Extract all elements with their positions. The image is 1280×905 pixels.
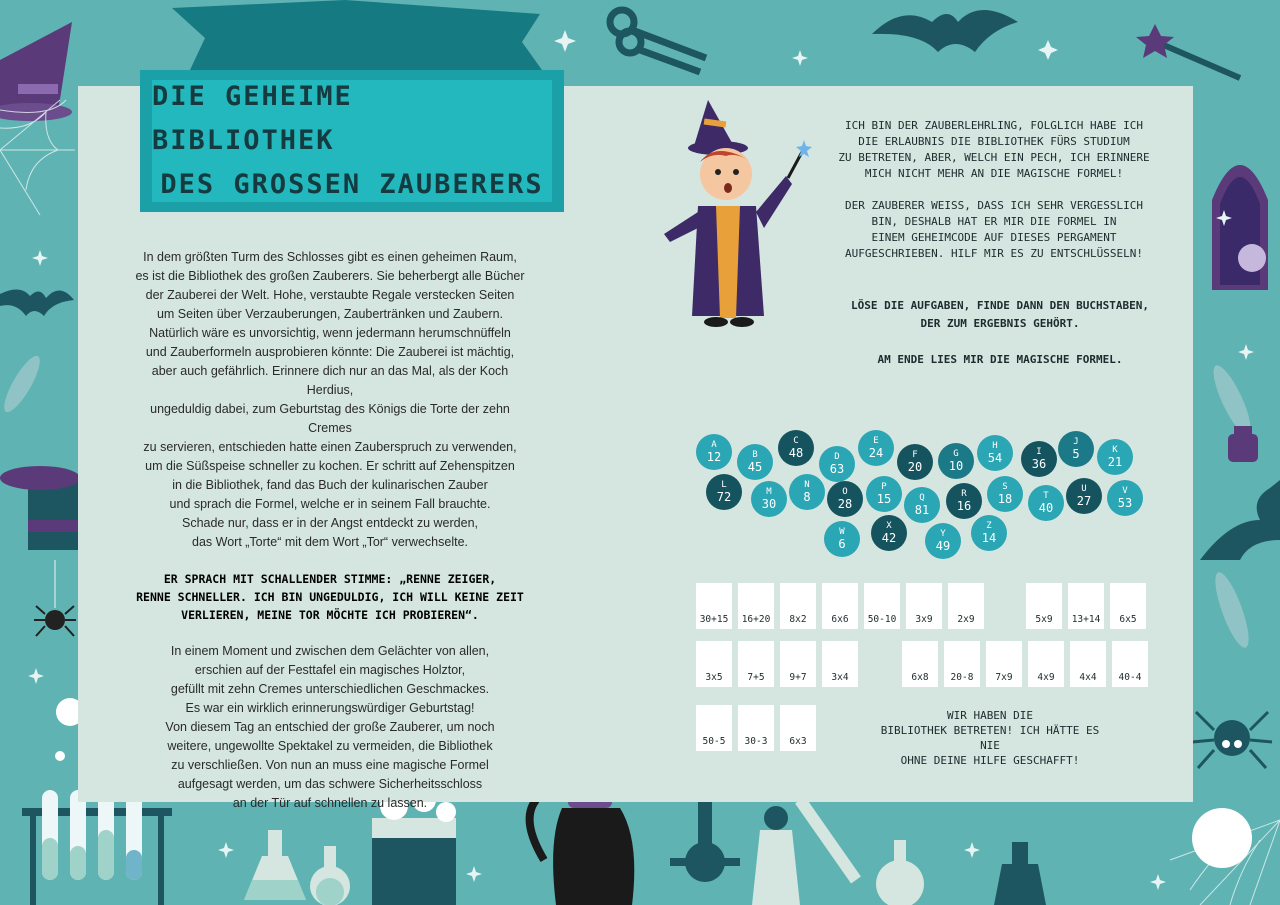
story-text [128,248,532,813]
equation-label: 5x9 [1035,614,1053,625]
final-line: OHNE DEINE HILFE GESCHAFFT! [900,754,1080,767]
bubble-letter: Z [986,521,992,531]
answer-box[interactable] [1112,641,1148,687]
code-bubble-n [789,474,825,510]
ribbon-right-tail [345,0,542,70]
instructions-line: DER ZUM ERGEBNIS GEHÖRT. [920,317,1080,330]
page-title-line-2: DES GROSSEN ZAUBERERS [160,169,544,200]
spider-icon [34,560,76,636]
story-line: in die Bibliothek, fand das Buch der kulinarischen Zauber [172,478,488,492]
story-line: um die Süßspeise schneller zu kochen. Er schritt auf Zehenspitzen [145,459,515,473]
story-line: das Wort „Torte“ mit dem Wort „Tor“ verwechselte. [192,535,468,549]
equation-label: 30-3 [744,736,768,747]
bubble-number: 21 [1107,455,1123,469]
bubble-number: 12 [706,450,722,464]
code-bubble-v [1107,480,1143,516]
code-bubble-g [938,443,974,479]
bubble-letter: V [1122,486,1128,496]
bubble-number: 16 [956,499,972,513]
code-bubble-a [696,434,732,470]
intro-paragraph-1 [822,118,1166,182]
bubble-number: 8 [803,490,811,504]
spell-quote-line: RENNE SCHNELLER. ICH BIN UNGEDULDIG, ICH WILL KEINE ZEIT [136,590,524,604]
bubble-number: 54 [987,451,1003,465]
bubble-letter: I [1036,447,1042,457]
inkwell-icon [1228,426,1258,462]
final-line: BIBLIOTHEK BETRETEN! ICH HÄTTE ES NIE [880,724,1100,752]
code-bubble-s [987,476,1023,512]
intro-line: DER ZAUBERER WEISS, DASS ICH SEHR VERGESSLICH [844,199,1143,212]
bubble-letter: W [839,527,845,537]
story-line: Natürlich wäre es unvorsichtig, wenn jedermann herumschnüffeln [149,326,511,340]
bubble-number: 42 [881,531,897,545]
flask-icon [310,846,350,905]
code-bubble-w [824,521,860,557]
story-line: zu servieren, entschieden hatte einen Zauberspruch zu verwenden, [143,440,517,454]
code-bubble-z [971,515,1007,551]
flask-icon [876,840,924,905]
bubble-letter: N [804,480,810,490]
bubble-number: 10 [948,459,964,473]
code-bubble-i [1021,441,1057,477]
answer-box[interactable] [696,583,732,629]
flask-icon [244,830,306,900]
code-bubble-h [977,435,1013,471]
bubble-number: 18 [997,492,1013,506]
bubble-letter: C [793,436,799,446]
bubble-letter: Y [940,529,946,539]
answer-box[interactable] [780,705,816,751]
answer-box[interactable] [906,583,942,629]
answer-box[interactable] [1110,583,1146,629]
answer-box[interactable] [780,583,816,629]
bubble-letter: S [1002,482,1008,492]
bubble-letter: B [752,450,758,460]
story-line: aufgesagt werden, um das schwere Sicherheitsschloss [177,777,483,791]
bubble-letter: Q [919,493,925,503]
code-bubble-f [897,444,933,480]
title-inner [152,80,552,202]
story-line: weitere, ungewollte Spektakel zu vermeiden, die Bibliothek [167,739,493,753]
bubble-letter: X [886,521,892,531]
equation-label: 6x8 [911,672,929,683]
bubble-letter: R [961,489,967,499]
equation-label: 50-10 [867,614,897,625]
code-bubble-j [1058,431,1094,467]
instructions-paragraph [820,351,1180,369]
story-line: ungeduldig dabei, zum Geburtstag des Königs die Torte der zehn Cremes [150,402,510,435]
answer-box[interactable] [738,705,774,751]
equation-label: 7+5 [747,672,765,683]
answer-box[interactable] [1026,583,1062,629]
code-bubble-x [871,515,907,551]
ribbon-left-tail [172,0,345,70]
equation-label: 4x4 [1079,672,1097,683]
intro-line: ICH BIN DER ZAUBERLEHRLING, FOLGLICH HABE ICH [844,119,1143,132]
bubble-number: 40 [1038,501,1054,515]
equation-label: 20-8 [950,672,974,683]
bubble-letter: D [834,452,840,462]
code-bubble-t [1028,485,1064,521]
bottle-icon [994,842,1046,905]
intro-line: BIN, DESHALB HAT ER MIR DIE FORMEL IN [871,215,1117,228]
bubble-letter: E [873,436,879,446]
bubble-letter: J [1073,437,1079,447]
code-bubble-o [827,481,863,517]
story-line: der Zauberei der Welt. Hohe, verstaubte Regale verstecken Seiten [145,288,515,302]
bubble-number: 28 [837,497,853,511]
intro-line: AUFGESCHRIEBEN. HILF MIR ES ZU ENTSCHLÜSSELN! [844,247,1143,260]
equation-label: 3x5 [705,672,723,683]
title-banner [140,70,564,212]
answer-box[interactable] [944,641,980,687]
equation-label: 9+7 [789,672,807,683]
answer-box[interactable] [738,641,774,687]
intro-line: ZU BETRETEN, ABER, WELCH EIN PECH, ICH ERINNERE [838,151,1150,164]
bubble-number: 15 [876,492,892,506]
code-bubble-m [751,481,787,517]
answer-box[interactable] [902,641,938,687]
answer-box[interactable] [738,583,774,629]
bat-icon [872,10,1018,52]
answer-box[interactable] [986,641,1022,687]
story-line: es ist die Bibliothek des großen Zauberers. Sie beherbergt alle Bücher [135,269,525,283]
intro-paragraph-2 [822,198,1166,262]
bubble-number: 53 [1117,496,1133,510]
answer-box[interactable] [1028,641,1064,687]
instructions-paragraph [820,297,1180,333]
sparkle-burst-icon [1192,808,1252,868]
equation-label: 50-5 [702,736,726,747]
bubble-number: 72 [716,490,732,504]
equation-label: 8x2 [789,614,807,625]
funnel-stand-icon [752,800,856,905]
intro-line: MICH NICHT MEHR AN DIE MAGISCHE FORMEL! [864,167,1124,180]
code-bubble-d [819,446,855,482]
intro-line: DIE ERLAUBNIS DIE BIBLIOTHEK FÜRS STUDIUM [858,135,1130,148]
bubble-number: 49 [935,539,951,553]
story-line: um Seiten über Verzauberungen, Zaubertränken und Zaubern. [156,307,504,321]
answer-box[interactable] [696,705,732,751]
bubble-letter: U [1081,484,1087,494]
story-line: zu verschließen. Von nun an muss eine magische Formel [171,758,489,772]
bat-icon [1200,480,1280,560]
answer-box[interactable] [864,583,900,629]
code-bubble-q [904,487,940,523]
equation-label: 2x9 [957,614,975,625]
bubble-letter: A [711,440,717,450]
bubble-letter: K [1112,445,1118,455]
equation-label: 40-4 [1118,672,1142,683]
answer-box[interactable] [948,583,984,629]
bubble-letter: H [992,441,998,451]
bubble-number: 36 [1031,457,1047,471]
code-bubble-k [1097,439,1133,475]
bubble-number: 63 [829,462,845,476]
story-line: Es war ein wirklich erinnerungswürdiger Geburtstag! [185,701,475,715]
equation-label: 6x5 [1119,614,1137,625]
bubble-number: 45 [747,460,763,474]
bubble-number: 6 [838,537,846,551]
bubble-number: 30 [761,497,777,511]
story-line: In dem größten Turm des Schlosses gibt es einen geheimen Raum, [143,250,517,264]
bubble-number: 20 [907,460,923,474]
intro-line: EINEM GEHEIMCODE AUF DIESES PERGAMENT [871,231,1117,244]
equation-label: 6x6 [831,614,849,625]
key-icon [610,10,706,72]
bubble-number: 24 [868,446,884,460]
story-line: In einem Moment und zwischen dem Gelächter von allen, [170,644,490,658]
final-message [880,708,1100,768]
story-line: und sprach die Formel, welche er in seinem Fall brauchte. [169,497,491,511]
apprentice-intro [822,118,1166,278]
puzzle-instructions [820,297,1180,387]
bubble-letter: F [912,450,918,460]
equation-label: 4x9 [1037,672,1055,683]
answer-box[interactable] [780,641,816,687]
wizard-apprentice-illustration [656,96,816,331]
answer-box[interactable] [1070,641,1106,687]
equation-label: 6x3 [789,736,807,747]
story-line: an der Tür auf schnellen zu lassen. [232,796,428,810]
bubble-letter: T [1043,491,1049,501]
bubble-letter: L [721,480,727,490]
answer-box[interactable] [1068,583,1104,629]
bubble-letter: G [953,449,959,459]
bubble-letter: O [842,487,848,497]
instructions-line: LÖSE DIE AUFGABEN, FINDE DANN DEN BUCHSTABEN, [850,299,1149,312]
story-line: gefüllt mit zehn Cremes unterschiedlichen Geschmackes. [170,682,490,696]
equation-label: 3x4 [831,672,849,683]
code-bubble-b [737,444,773,480]
equation-label: 13+14 [1071,614,1101,625]
story-line: erschien auf der Festtafel ein magisches Holztor, [194,663,466,677]
story-line: Von diesem Tag an entschied der große Zauberer, um noch [165,720,495,734]
code-bubble-p [866,476,902,512]
beaker-icon [372,818,456,905]
answer-box[interactable] [822,641,858,687]
bubble-letter: P [881,482,887,492]
equation-label: 3x9 [915,614,933,625]
top-hat-icon [0,466,80,550]
page-title-line-1: DIE GEHEIME BIBLIOTHEK [152,81,353,156]
bubble-number: 14 [981,531,997,545]
bubble-number: 81 [914,503,930,517]
equation-label: 16+20 [741,614,771,625]
code-bubble-u [1066,478,1102,514]
castle-window-icon [1212,165,1268,290]
spell-quote [128,570,532,624]
story-line: Schade nur, dass er in der Angst entdeckt zu werden, [181,516,478,530]
answer-box[interactable] [822,583,858,629]
alembic-icon [670,800,740,882]
bubble-decoration [55,751,65,761]
bat-icon [0,289,74,316]
equation-label: 30+15 [699,614,729,625]
bubble-letter: M [766,487,772,497]
story-line: und Zauberformeln ausprobieren könnte: Die Zauberei ist mächtig, [145,345,515,359]
code-bubble-r [946,483,982,519]
final-line: WIR HABEN DIE [946,709,1034,722]
spell-quote-line: VERLIEREN, MEINE TOR MÖCHTE ICH PROBIEREN“. [181,608,479,622]
code-bubble-e [858,430,894,466]
bubble-number: 48 [788,446,804,460]
code-bubble-l [706,474,742,510]
bubble-number: 27 [1076,494,1092,508]
answer-box[interactable] [696,641,732,687]
magic-wand-icon [1136,24,1240,78]
spider-icon [1192,712,1272,768]
witch-hat-icon [0,22,72,121]
spell-quote-line: ER SPRACH MIT SCHALLENDER STIMME: „RENNE ZEIGER, [163,572,497,586]
bubble-number: 5 [1072,447,1080,461]
code-bubble-y [925,523,961,559]
code-bubble-c [778,430,814,466]
instructions-line: AM ENDE LIES MIR DIE MAGISCHE FORMEL. [877,353,1123,366]
story-line: aber auch gefährlich. Erinnere dich nur an das Mal, als der Koch Herdius, [151,364,509,397]
equation-label: 7x9 [995,672,1013,683]
